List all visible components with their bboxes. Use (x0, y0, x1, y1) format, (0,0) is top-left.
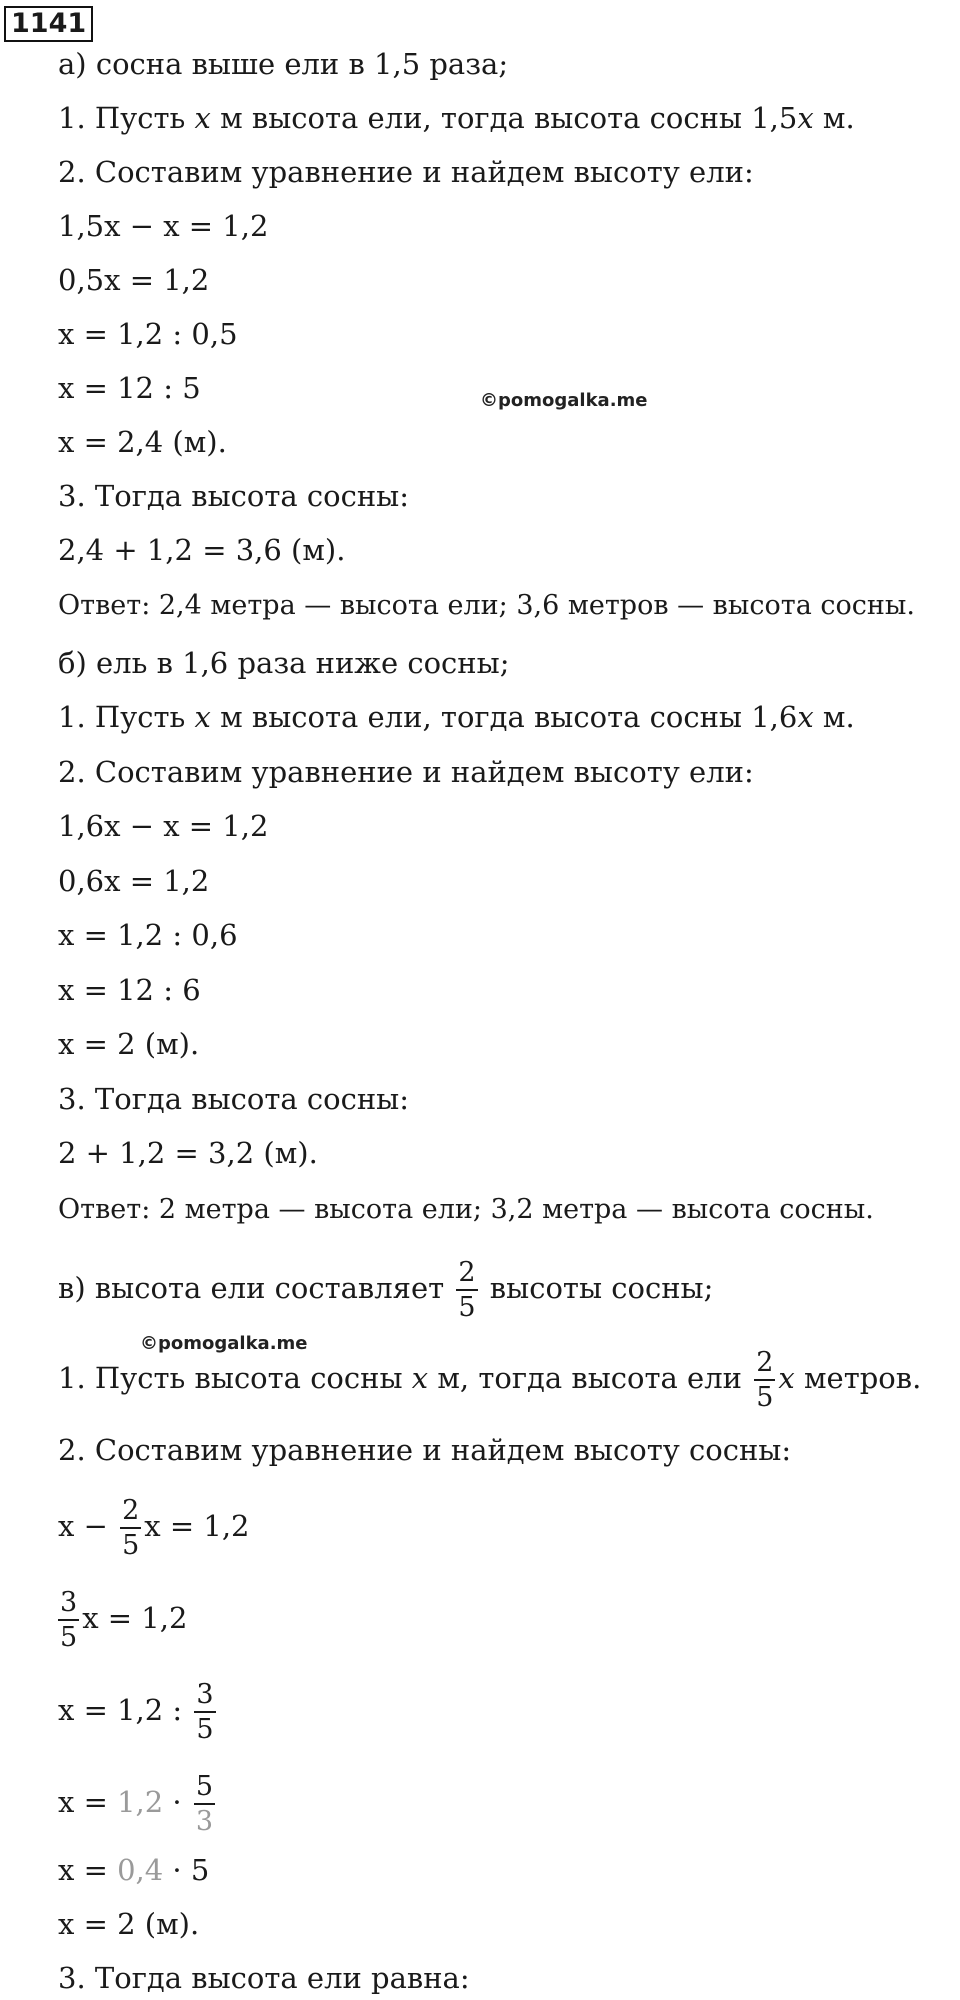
part-a-answer: Ответ: 2,4 метра — высота ели; 3,6 метров — высота сосны. (58, 590, 915, 621)
part-c-step3: 3. Тогда высота ели равна: (58, 1961, 470, 1995)
part-c-eq3: x = 1,2 : $\frac{3}{5}$ (58, 1679, 214, 1745)
part-c-eq1: x − $\frac{2}{5}$ x = 1,2 (58, 1495, 250, 1561)
part-c-step1: 1. Пусть высота сосны x м, тогда высота ели $\frac{2}{5}$ x метров. (58, 1347, 922, 1413)
part-b-answer: Ответ: 2 метра — высота ели; 3,2 метра — высота сосны. (58, 1194, 874, 1225)
part-b-eq1: 1,6x − x = 1,2 (58, 809, 269, 843)
part-c-header: в) высота ели составляет $\frac{2}{5}$ высоты сосны; (58, 1257, 714, 1323)
part-a-eq3: x = 1,2 : 0,5 (58, 317, 238, 351)
part-b-eq4: x = 12 : 6 (58, 973, 201, 1007)
fraction: $\frac{5}{3}$ (195, 1771, 214, 1837)
fraction: $\frac{2}{5}$ (756, 1347, 774, 1413)
part-a-eq2: 0,5x = 1,2 (58, 263, 210, 297)
part-c-eq6: x = 2 (м). (58, 1907, 200, 1941)
part-b-eq5: x = 2 (м). (58, 1027, 200, 1061)
part-b-step3: 3. Тогда высота сосны: (58, 1082, 410, 1116)
part-a-step1: 1. Пусть x м высота ели, тогда высота сосны 1,5x м. (58, 101, 855, 135)
part-c-eq2: $\frac{3}{5}$ x = 1,2 (60, 1587, 188, 1653)
part-a-eq4: x = 12 : 5 (58, 371, 201, 405)
part-a-eq1: 1,5x − x = 1,2 (58, 209, 269, 243)
problem-number: 1141 (4, 6, 93, 42)
part-b-header: б) ель в 1,6 раза ниже сосны; (58, 646, 510, 680)
fraction: $\frac{2}{5}$ (458, 1257, 476, 1323)
part-a-step3: 3. Тогда высота сосны: (58, 479, 410, 513)
fraction: $\frac{2}{5}$ (122, 1495, 140, 1561)
part-a-eq6: 2,4 + 1,2 = 3,6 (м). (58, 533, 346, 567)
part-c-step2: 2. Составим уравнение и найдем высоту сосны: (58, 1433, 792, 1467)
part-b-eq6: 2 + 1,2 = 3,2 (м). (58, 1136, 318, 1170)
fraction: $\frac{3}{5}$ (60, 1587, 78, 1653)
part-c-eq5: x = 0,4 · 5 (58, 1853, 210, 1887)
part-c-eq4: x = 1,2 · $\frac{5}{3}$ (58, 1771, 214, 1837)
watermark-2: ©pomogalka.me (140, 1333, 308, 1354)
part-b-eq2: 0,6x = 1,2 (58, 864, 210, 898)
part-a-step2: 2. Составим уравнение и найдем высоту ели: (58, 155, 754, 189)
part-a-header: а) сосна выше ели в 1,5 раза; (58, 47, 509, 81)
part-b-step1: 1. Пусть x м высота ели, тогда высота сосны 1,6x м. (58, 700, 855, 734)
watermark: ©pomogalka.me (480, 390, 648, 411)
part-b-eq3: x = 1,2 : 0,6 (58, 918, 238, 952)
part-b-step2: 2. Составим уравнение и найдем высоту ели: (58, 755, 754, 789)
fraction: $\frac{3}{5}$ (196, 1679, 214, 1745)
part-a-eq5: x = 2,4 (м). (58, 425, 227, 459)
